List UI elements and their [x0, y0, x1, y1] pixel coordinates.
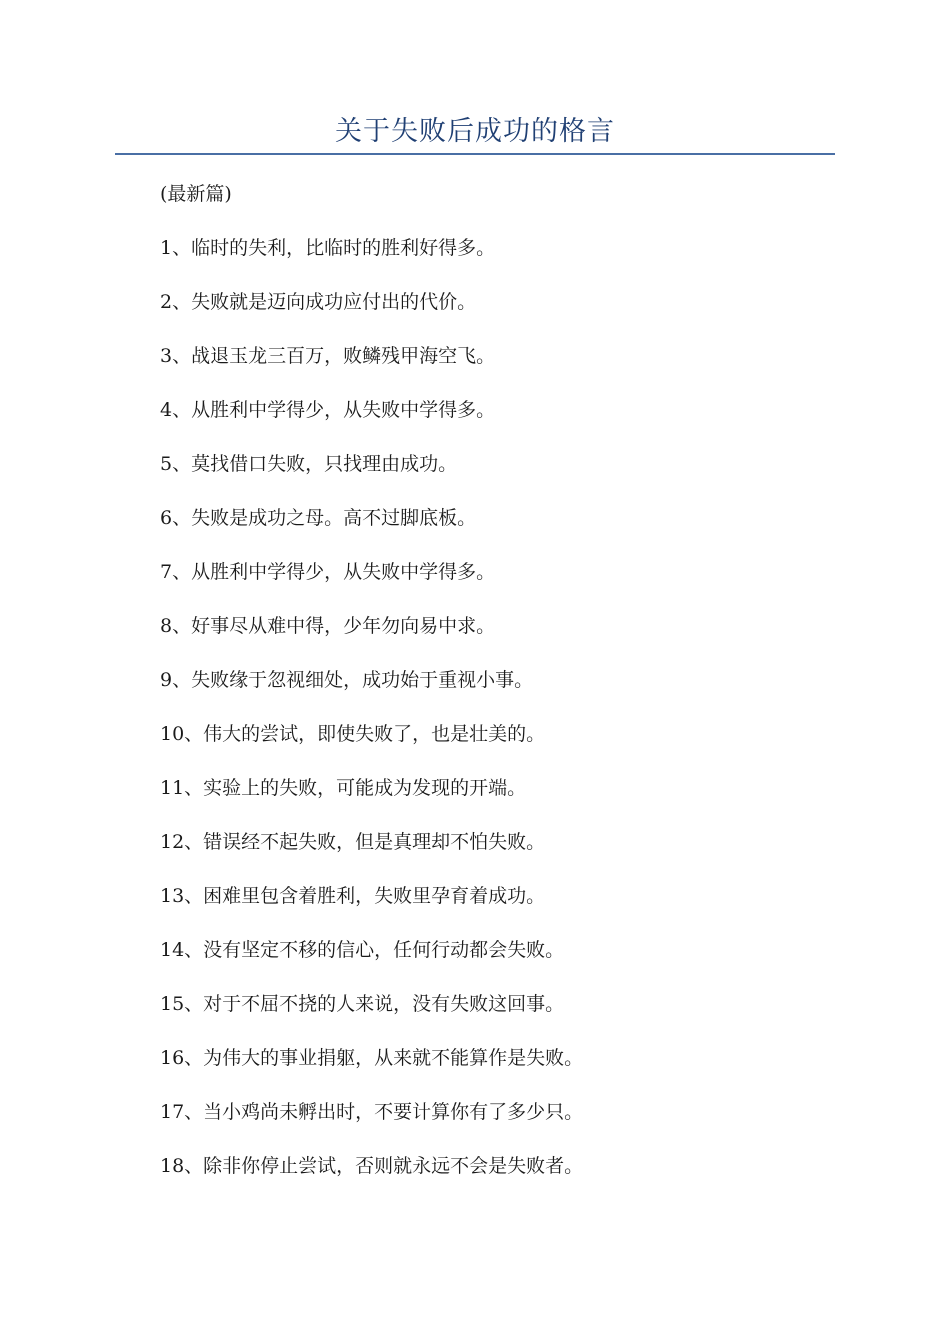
list-item: 15、对于不屈不挠的人来说，没有失败这回事。 — [160, 993, 565, 1015]
title-underline — [115, 153, 835, 155]
list-item: 12、错误经不起失败，但是真理却不怕失败。 — [160, 831, 546, 853]
list-item: 6、失败是成功之母。高不过脚底板。 — [160, 507, 477, 529]
list-item: 10、伟大的尝试，即使失败了，也是壮美的。 — [160, 723, 546, 745]
list-item: 4、从胜利中学得少，从失败中学得多。 — [160, 399, 496, 421]
list-item: 3、战退玉龙三百万，败鳞残甲海空飞。 — [160, 345, 496, 367]
list-item: 11、实验上的失败，可能成为发现的开端。 — [160, 777, 527, 799]
page-subtitle: (最新篇) — [160, 183, 232, 205]
list-item: 14、没有坚定不移的信心，任何行动都会失败。 — [160, 939, 565, 961]
quote-list — [160, 232, 583, 1204]
list-item: 8、好事尽从难中得，少年勿向易中求。 — [160, 615, 496, 637]
page-title: 关于失败后成功的格言 — [335, 116, 615, 147]
list-item: 7、从胜利中学得少，从失败中学得多。 — [160, 561, 496, 583]
list-item: 16、为伟大的事业捐躯，从来就不能算作是失败。 — [160, 1047, 584, 1069]
list-item: 13、困难里包含着胜利，失败里孕育着成功。 — [160, 885, 546, 907]
list-item: 9、失败缘于忽视细处，成功始于重视小事。 — [160, 669, 534, 691]
list-item: 17、当小鸡尚未孵出时，不要计算你有了多少只。 — [160, 1101, 584, 1123]
list-item: 2、失败就是迈向成功应付出的代价。 — [160, 291, 477, 313]
list-item: 5、莫找借口失败，只找理由成功。 — [160, 453, 458, 475]
list-item: 18、除非你停止尝试，否则就永远不会是失败者。 — [160, 1155, 584, 1177]
list-item: 1、临时的失利，比临时的胜利好得多。 — [160, 237, 496, 259]
